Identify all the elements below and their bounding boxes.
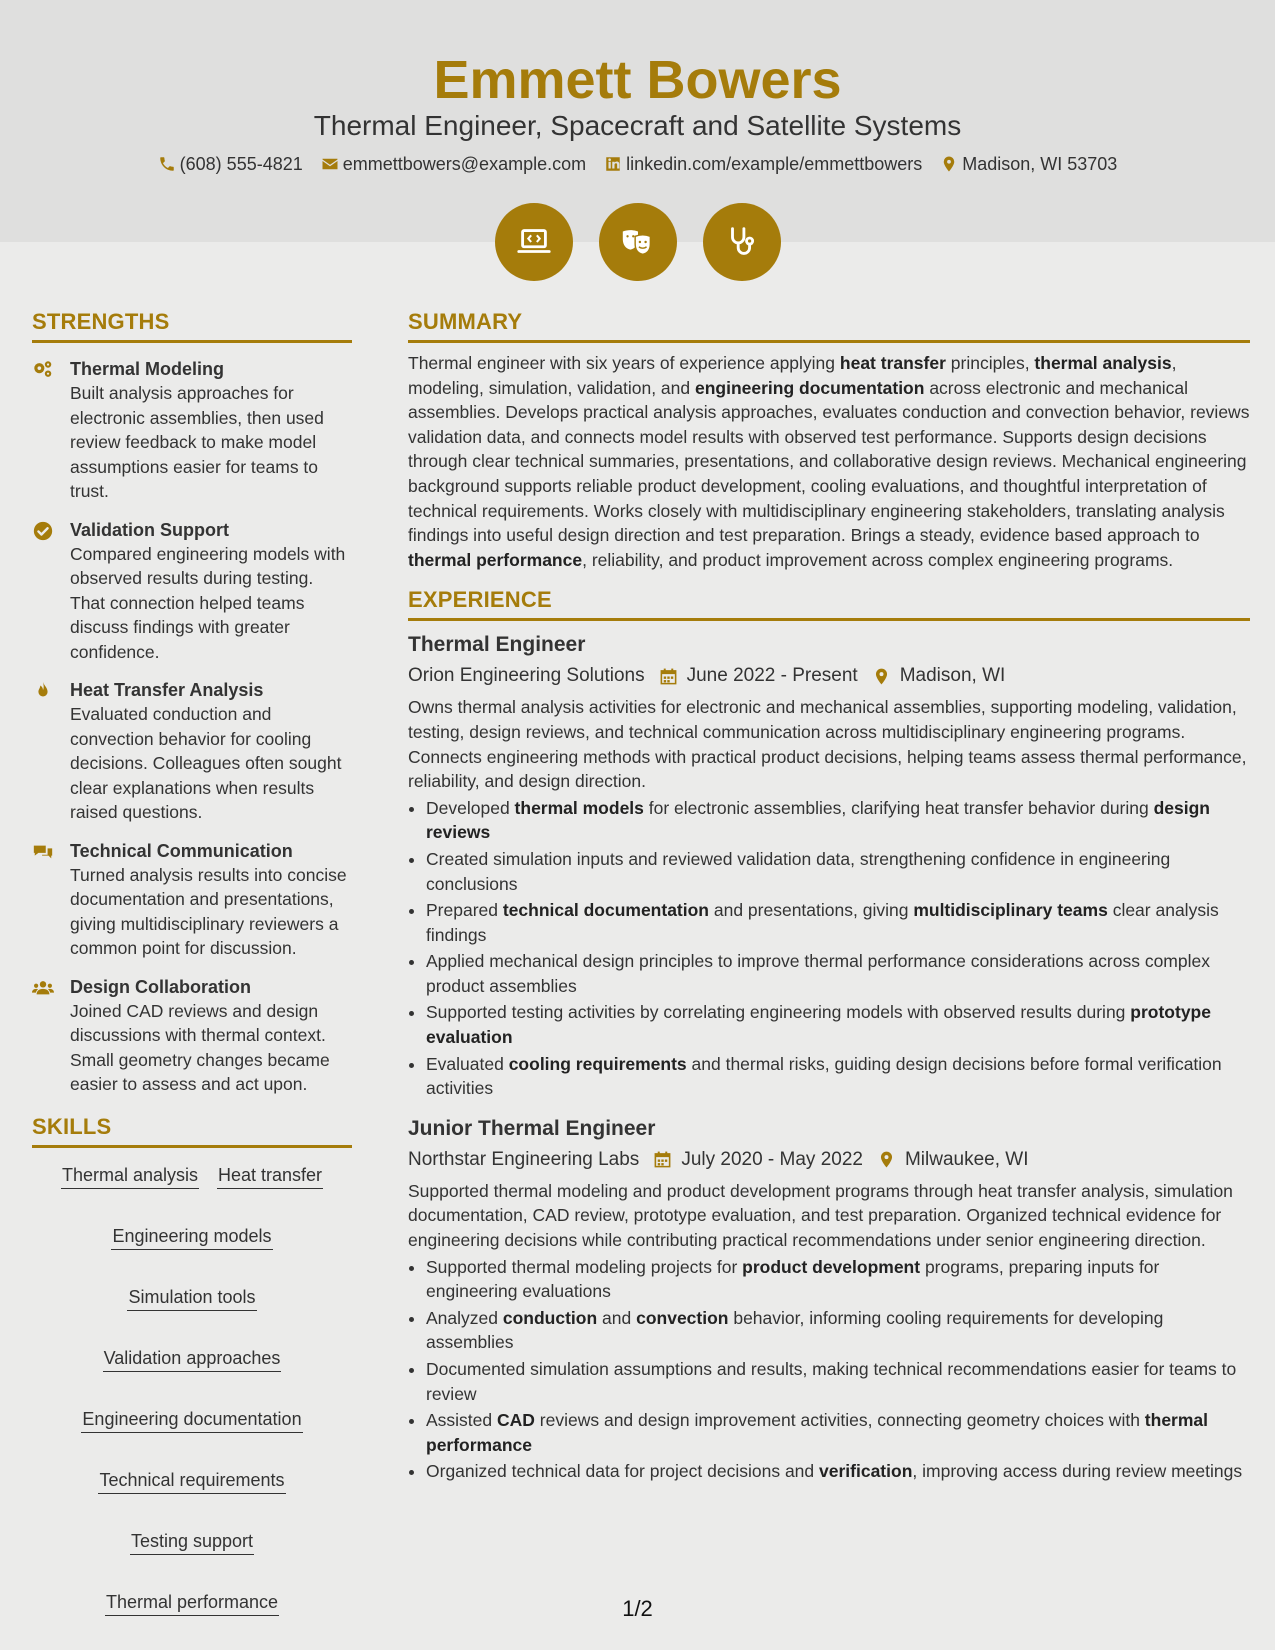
bullet-item: [426, 898, 1250, 947]
text-segment: Documented simulation assumptions and results, making technical recommendations easier for teams to review: [426, 1359, 1237, 1404]
bullet-item: [426, 1052, 1250, 1101]
bold-text: engineering documentation: [694, 377, 925, 398]
page-number: 1/2: [622, 1596, 653, 1621]
text-segment: Organized technical data for project decisions and: [426, 1461, 820, 1482]
strength-body: [70, 357, 352, 504]
contact-phone[interactable]: [158, 151, 303, 177]
job-entry: [408, 1115, 1250, 1484]
strength-title: Thermal Modeling: [70, 359, 225, 379]
contact-email[interactable]: [321, 151, 586, 177]
experience-section: [408, 586, 1250, 1484]
strength-item: [32, 839, 352, 961]
bold-text: thermal performance: [408, 549, 583, 570]
map-marker-icon: [872, 667, 891, 686]
skill-tag: Thermal performance: [105, 1589, 279, 1616]
contact-bar: [0, 151, 1275, 177]
text-segment: and presentations, giving: [709, 900, 914, 921]
text-segment: Analyzed: [426, 1307, 503, 1328]
bullet-item: [426, 1306, 1250, 1355]
location-text: Madison, WI 53703: [962, 154, 1118, 174]
skill-tag: Simulation tools: [127, 1284, 256, 1311]
phone-icon: [158, 155, 176, 173]
bold-text: heat transfer: [839, 353, 946, 373]
text-segment: Created simulation inputs and reviewed validation data, strengthening confidence in engineering conclusions: [426, 848, 1171, 894]
envelope-icon: [321, 155, 339, 173]
interest-icons: [0, 203, 1275, 281]
bullet-item: [426, 847, 1250, 896]
text-segment: , improving access during review meetings: [912, 1461, 1243, 1482]
bullet-item: [426, 949, 1250, 998]
text-segment: and: [597, 1307, 637, 1328]
strength-title: Heat Transfer Analysis: [70, 680, 264, 700]
bullet-item: [426, 1000, 1250, 1049]
bold-text: thermal models: [514, 797, 644, 818]
job-role: Thermal Engineer: [408, 633, 586, 657]
text-segment: Supported thermal modeling projects for: [426, 1256, 743, 1277]
text-segment: programs, preparing inputs for engineering evaluations: [426, 1256, 1160, 1302]
strength-item: [32, 678, 352, 825]
bullet-item: [426, 1255, 1250, 1304]
skill-tag: Thermal analysis: [61, 1162, 199, 1189]
bold-text: CAD: [497, 1410, 535, 1431]
strength-description: Joined CAD reviews and design discussions with thermal context. Small geometry changes became easier to assess and act upon.: [70, 1000, 330, 1094]
linkedin-icon: [604, 155, 622, 173]
skill-tag: Engineering documentation: [81, 1406, 302, 1433]
bullet-item: [426, 1408, 1250, 1457]
text-segment: principles,: [945, 353, 1035, 373]
bullet-item: [426, 1357, 1250, 1406]
jobs-list: [408, 631, 1250, 1484]
skill-tag: Engineering models: [111, 1223, 272, 1250]
strength-body: [70, 678, 352, 825]
check-circle-icon: [32, 518, 58, 665]
strength-item: [32, 975, 352, 1097]
summary-text: [408, 351, 1250, 572]
text-segment: Thermal engineer with six years of experience applying: [408, 353, 840, 373]
job-location-text: Milwaukee, WI: [904, 1148, 1029, 1170]
job-dates-text: July 2020 - May 2022: [681, 1148, 863, 1170]
strength-title: Technical Communication: [70, 840, 293, 861]
text-segment: clear analysis findings: [426, 900, 1219, 945]
bullet-item: [426, 796, 1250, 845]
left-column: [32, 308, 352, 1616]
strength-title: Validation Support: [70, 519, 230, 540]
map-marker-icon: [940, 155, 958, 173]
contact-location: [940, 151, 1117, 177]
bold-text: cooling requirements: [508, 1053, 687, 1074]
candidate-title: Thermal Engineer, Spacecraft and Satellite Systems: [313, 110, 962, 141]
fire-icon: [32, 678, 58, 825]
strength-body: [70, 839, 352, 961]
experience-heading: EXPERIENCE: [408, 586, 1250, 621]
skill-tag: Validation approaches: [103, 1345, 282, 1372]
text-segment: Assisted: [426, 1410, 497, 1431]
strengths-list: [32, 357, 352, 1097]
job-meta: [408, 1147, 1250, 1173]
job-location: [877, 1147, 1029, 1173]
skill-tag: Technical requirements: [98, 1467, 285, 1494]
text-segment: for electronic assemblies, clarifying heat transfer behavior during: [643, 797, 1154, 818]
bold-text: multidisciplinary teams: [913, 900, 1108, 921]
strength-title: Design Collaboration: [70, 976, 252, 997]
text-segment: Evaluated: [426, 1053, 509, 1074]
bold-text: conduction: [502, 1307, 598, 1328]
text-segment: Supported testing activities by correlating engineering models with observed results during: [426, 1002, 1131, 1023]
text-segment: across electronic and mechanical assemblies. Develops practical analysis approaches, evaluates conduction and convection behavior, reviews validation data, and connects model results with observed test performance. Supports design decisions through clear technical summaries, presentations, and collaborative design reviews. Mechanical engineering background supports reliable product development, cooling evaluations, and thoughtful interpretation of technical requirements. Works closely with multidisciplinary engineering stakeholders, translating analysis findings into useful design direction and test preparation. Brings a steady, evidence based approach to: [408, 377, 1250, 546]
map-marker-icon: [877, 1150, 896, 1169]
strength-body: [70, 518, 352, 665]
strength-item: [32, 357, 352, 504]
skill-tag: Heat transfer: [217, 1162, 323, 1189]
skills-section: [32, 1113, 352, 1616]
text-segment: and thermal risks, guiding design decisions before formal verification activities: [426, 1053, 1222, 1099]
theater-masks-icon: [599, 203, 677, 281]
text-segment: , modeling, simulation, validation, and: [408, 353, 1177, 398]
job-bullets: [426, 796, 1250, 1101]
phone-text: (608) 555-4821: [179, 154, 303, 174]
job-dates: [653, 1147, 863, 1173]
calendar-icon: [653, 1150, 672, 1169]
contact-linkedin[interactable]: [604, 151, 922, 177]
job-entry: [408, 631, 1250, 1101]
bold-text: prototype evaluation: [426, 1002, 1211, 1048]
strength-description: Built analysis approaches for electronic assemblies, then used review feedback to make model assumptions easier for teams to trust.: [70, 383, 324, 501]
job-bullets: [426, 1255, 1250, 1484]
job-meta: [408, 663, 1250, 689]
text-segment: Prepared: [426, 900, 503, 921]
text-segment: Developed: [426, 797, 515, 818]
job-description: Owns thermal analysis activities for electronic and mechanical assemblies, supporting modeling, validation, testing, design reviews, and technical communication across multidisciplinary engineering programs. Connects engineering methods with practical product decisions, helping teams assess thermal performance, reliability, and design direction.: [408, 697, 1247, 792]
laptop-code-icon: [495, 203, 573, 281]
candidate-name: Emmett Bowers: [433, 50, 842, 110]
text-segment: , reliability, and product improvement across complex engineering programs.: [582, 549, 1174, 570]
email-text: emmettbowers@example.com: [342, 154, 587, 174]
strengths-heading: STRENGTHS: [32, 308, 352, 343]
strength-body: [70, 975, 352, 1097]
job-dates-text: June 2022 - Present: [686, 665, 858, 687]
job-dates: [659, 663, 858, 689]
bold-text: product development: [742, 1256, 921, 1277]
skills-heading: SKILLS: [32, 1113, 352, 1148]
text-segment: Applied mechanical design principles to improve thermal performance considerations across complex product assemblies: [426, 951, 1210, 996]
text-segment: behavior, informing cooling requirements for developing assemblies: [426, 1307, 1164, 1353]
bold-text: design reviews: [426, 797, 1210, 843]
strength-item: [32, 518, 352, 665]
bold-text: thermal analysis: [1034, 353, 1172, 373]
job-description: Supported thermal modeling and product development programs through heat transfer analysis, simulation documentation, CAD review, prototype evaluation, and test preparation. Organized technical evidence for engineering decisions while contributing practical recommendations under senior engineering direction.: [408, 1180, 1233, 1251]
strength-description: Compared engineering models with observed results during testing. That connection helped teams discuss findings with greater confidence.: [70, 543, 346, 662]
job-company: Orion Engineering Solutions: [408, 665, 645, 687]
bold-text: technical documentation: [502, 900, 709, 921]
job-company: Northstar Engineering Labs: [408, 1148, 640, 1170]
users-icon: [32, 975, 58, 1097]
summary-heading: SUMMARY: [408, 308, 1250, 343]
right-column: [408, 308, 1250, 1486]
bold-text: convection: [636, 1307, 729, 1328]
skills-list: [32, 1162, 352, 1616]
bullet-item: [426, 1459, 1250, 1484]
linkedin-text: linkedin.com/example/emmettbowers: [626, 154, 923, 174]
skill-tag: Testing support: [130, 1528, 254, 1555]
job-location-text: Madison, WI: [899, 665, 1006, 687]
bold-text: verification: [819, 1461, 913, 1482]
strength-description: Turned analysis results into concise documentation and presentations, giving multidisciplinary reviewers a common point for discussion.: [70, 864, 347, 958]
job-role: Junior Thermal Engineer: [408, 1116, 656, 1140]
job-location: [872, 663, 1006, 689]
calendar-icon: [659, 667, 678, 686]
text-segment: reviews and design improvement activities, connecting geometry choices with: [534, 1410, 1145, 1431]
gears-icon: [32, 357, 58, 504]
bold-text: thermal performance: [426, 1410, 1209, 1455]
strength-description: Evaluated conduction and convection behavior for cooling decisions. Colleagues often sought clear explanations when results raised questions.: [70, 704, 342, 822]
stethoscope-icon: [703, 203, 781, 281]
comments-icon: [32, 839, 58, 961]
